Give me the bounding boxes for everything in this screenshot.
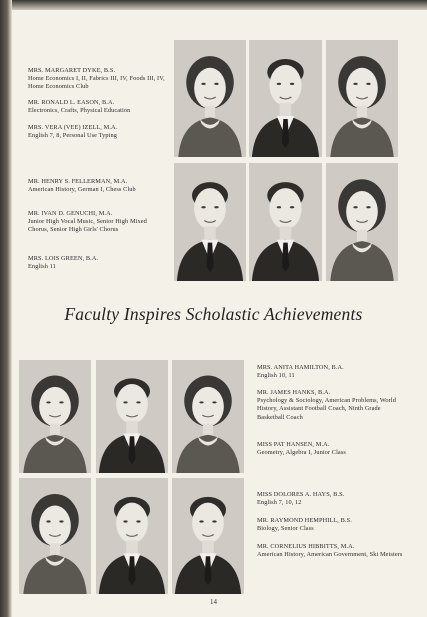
caption-green bbox=[28, 255, 168, 271]
page-title: Faculty Inspires Scholastic Achievements bbox=[64, 304, 363, 324]
caption-name: MRS. MARGARET DYKE, B.S. bbox=[28, 67, 116, 74]
page-number: 14 bbox=[210, 598, 217, 606]
caption-detail: Electronics, Crafts, Physical Education bbox=[28, 107, 131, 115]
portrait-fellerman bbox=[174, 163, 246, 281]
caption-name: MR. RONALD L. EASON, B.A. bbox=[28, 99, 115, 106]
caption-hibbitts bbox=[257, 543, 407, 559]
caption-hanks bbox=[257, 389, 407, 422]
caption-name: MR. JAMES HANKS, B.A. bbox=[257, 389, 331, 396]
caption-hamilton bbox=[257, 364, 407, 380]
caption-name: MRS. ANITA HAMILTON, B.A. bbox=[257, 364, 344, 371]
caption-name: MISS PAT HANSEN, M.A. bbox=[257, 441, 330, 448]
portrait-image bbox=[174, 40, 246, 157]
portrait-image bbox=[19, 360, 91, 473]
caption-hemphill bbox=[257, 517, 407, 533]
portrait-izell bbox=[326, 40, 398, 157]
caption-name: MISS DOLORES A. HAYS, B.S. bbox=[257, 491, 345, 498]
portrait-image bbox=[172, 478, 244, 594]
caption-detail: Geometry, Algebra I, Junior Class bbox=[257, 449, 346, 457]
portrait-hibbitts bbox=[172, 478, 244, 594]
caption-detail: English 7, 8, Personal Use Typing bbox=[28, 132, 117, 140]
caption-hays bbox=[257, 491, 407, 507]
caption-detail: Junior High Vocal Music, Senior High Mixed Chorus, Senior High Girls' Chorus bbox=[28, 218, 147, 234]
portrait-image bbox=[326, 40, 398, 157]
caption-name: MR. HENRY S. FELLERMAN, M.A. bbox=[28, 178, 128, 185]
caption-fellerman bbox=[28, 178, 168, 194]
caption-eason bbox=[28, 99, 168, 115]
caption-name: MR. CORNELIUS HIBBITTS, M.A. bbox=[257, 543, 355, 550]
portrait-image bbox=[249, 40, 322, 157]
caption-hansen bbox=[257, 441, 407, 457]
portrait-image bbox=[326, 163, 398, 281]
caption-detail: American History, German I, Chess Club bbox=[28, 186, 136, 194]
caption-dyke bbox=[28, 67, 168, 92]
caption-name: MR. IVAN D. GENUCHI, M.A. bbox=[28, 210, 113, 217]
caption-name: MRS. VERA (VEE) IZELL, M.A. bbox=[28, 124, 118, 131]
portrait-eason bbox=[249, 40, 322, 157]
portrait-dyke bbox=[174, 40, 246, 157]
caption-genuchi bbox=[28, 210, 168, 235]
portrait-green bbox=[326, 163, 398, 281]
caption-detail: Biology, Senior Class bbox=[257, 525, 314, 533]
page-shadow-top bbox=[0, 0, 427, 10]
portrait-hays bbox=[19, 478, 91, 594]
portrait-hanks bbox=[96, 360, 168, 473]
caption-izell bbox=[28, 124, 168, 140]
portrait-hemphill bbox=[96, 478, 168, 594]
portrait-image bbox=[96, 360, 168, 473]
portrait-genuchi bbox=[249, 163, 322, 281]
caption-detail: American History, American Government, Ski Meisters bbox=[257, 551, 403, 559]
portrait-image bbox=[172, 360, 244, 473]
caption-name: MR. RAYMOND HEMPHILL, B.S. bbox=[257, 517, 352, 524]
caption-detail: English 11 bbox=[28, 263, 56, 271]
portrait-hansen bbox=[172, 360, 244, 473]
caption-detail: English 10, 11 bbox=[257, 372, 295, 380]
portrait-image bbox=[96, 478, 168, 594]
portrait-image bbox=[174, 163, 246, 281]
caption-detail: English 7, 10, 12 bbox=[257, 499, 302, 507]
portrait-image bbox=[19, 478, 91, 594]
portrait-hamilton bbox=[19, 360, 91, 473]
portrait-image bbox=[249, 163, 322, 281]
caption-detail: Home Economics I, II, Fabrics III, IV, Foods III, IV, Home Economics Club bbox=[28, 75, 165, 91]
caption-name: MRS. LOIS GREEN, B.A. bbox=[28, 255, 99, 262]
caption-detail: Psychology & Sociology, American Problems, World History, Assistant Football Coach, Ninth Grade Basketball Coach bbox=[257, 397, 396, 421]
